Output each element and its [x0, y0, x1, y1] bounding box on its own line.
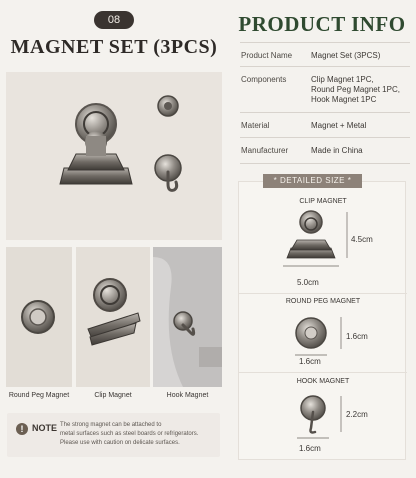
info-key: Material — [241, 121, 270, 130]
note-line: metal surfaces such as steel boards or refrigerators. — [60, 431, 199, 437]
clip-magnet-image — [60, 104, 132, 184]
hook-magnet-image — [155, 155, 181, 190]
product-tiles — [6, 247, 222, 387]
detailed-size-box — [238, 181, 406, 460]
set-title: MAGNET SET (3PCS) — [10, 36, 218, 58]
tile-hook — [153, 247, 223, 387]
tile-caption-hook: Hook Magnet — [166, 392, 209, 399]
tile-clip — [76, 247, 146, 387]
round-peg-height-label: 1.6cm — [346, 332, 368, 341]
info-value: Magnet + Metal — [311, 121, 367, 130]
info-row-material — [240, 112, 410, 137]
size-hook-name: HOOK MAGNET — [296, 378, 350, 385]
warning-icon: ! — [16, 423, 28, 435]
right-panel — [228, 0, 416, 478]
size-round-peg-name: ROUND PEG MAGNET — [285, 298, 361, 305]
size-clip-magnet — [239, 182, 407, 293]
clip-width-label: 5.0cm — [297, 278, 319, 287]
note-box — [7, 413, 220, 457]
note-text — [60, 421, 216, 448]
tile-caption-round-peg: Round Peg Magnet — [8, 392, 70, 399]
size-round-peg-magnet — [239, 293, 407, 372]
product-info-title: PRODUCT INFO — [238, 12, 406, 36]
hook-height-label: 2.2cm — [346, 410, 368, 419]
clip-height-label: 4.5cm — [351, 235, 373, 244]
info-key: Product Name — [241, 51, 293, 60]
tile-caption-clip: Clip Magnet — [94, 392, 132, 399]
size-hook-magnet — [239, 372, 407, 461]
detailed-size-label: * DETAILED SIZE * — [263, 174, 362, 188]
note-label: NOTE — [32, 423, 58, 433]
round-peg-magnet-image — [158, 96, 178, 116]
info-value: Made in China — [311, 146, 363, 155]
info-key: Manufacturer — [241, 146, 289, 155]
page-number-badge: 08 — [94, 11, 134, 29]
hook-dimension-drawing — [293, 392, 363, 448]
round-peg-width-label: 1.6cm — [299, 357, 321, 366]
clip-dimension-drawing — [277, 210, 377, 278]
info-value: Magnet Set (3PCS) — [311, 51, 381, 60]
info-value: Clip Magnet 1PC, Round Peg Magnet 1PC, Hook Magnet 1PC — [311, 75, 400, 104]
hero-photo — [6, 72, 222, 240]
note-line: Please use with caution on delicate surfaces. — [60, 440, 180, 446]
size-clip-name: CLIP MAGNET — [299, 198, 347, 205]
info-row-components — [240, 66, 410, 111]
info-key: Components — [241, 75, 287, 84]
hook-width-label: 1.6cm — [299, 444, 321, 453]
tile-round-peg — [6, 247, 76, 387]
info-row-manufacturer — [240, 137, 410, 164]
note-line: The strong magnet can be attached to — [60, 422, 162, 428]
